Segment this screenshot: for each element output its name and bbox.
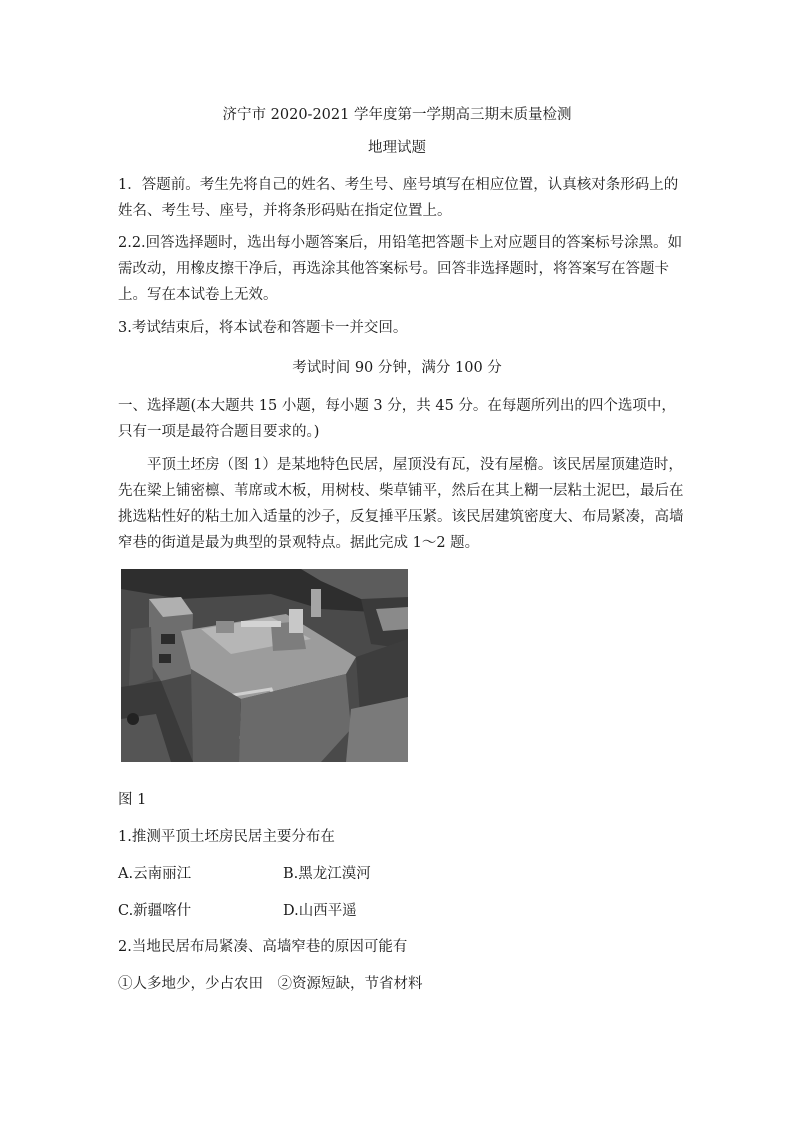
question-2-choices: ①人多地少，少占农田 ②资源短缺，节省材料 xyxy=(118,976,423,992)
reading-passage: 平顶土坯房（图 1）是某地特色民居，屋顶没有瓦，没有屋檐。该民居屋顶建造时，先在梁上铺密檩、苇席或木板，用树枝、柴草铺平，然后在其上糊一层粘土泥巴，最后在挑选粘性好的粘土加入适量的沙子，反复捶平压紧。该民居建筑密度大、布局紧凑，高墙窄巷的街道是最为典型的景观特点。据此完成 1～2 题。 xyxy=(118,457,684,551)
figure-1-photo xyxy=(121,569,408,762)
instruction-1: 1．答题前。考生先将自己的姓名、考生号、座号填写在相应位置，认真核对条形码上的姓名、考生号、座号，并将条形码贴在指定位置上。 xyxy=(118,177,679,219)
instruction-3: 3.考试结束后，将本试卷和答题卡一并交回。 xyxy=(118,320,408,336)
exam-title: 济宁市 2020-2021 学年度第一学期高三期末质量检测 xyxy=(222,107,572,123)
figure-caption: 图 1 xyxy=(118,792,147,808)
question-1-option-b: B.黑龙江漠河 xyxy=(283,866,371,882)
subject-title: 地理试题 xyxy=(368,140,426,156)
question-1-option-c: C.新疆喀什 xyxy=(118,903,192,919)
question-2-stem: 2.当地民居布局紧凑、高墙窄巷的原因可能有 xyxy=(118,939,408,955)
section-one-heading: 一、选择题(本大题共 15 小题，每小题 3 分，共 45 分。在每题所列出的四个选项中，只有一项是最符合题目要求的。) xyxy=(118,398,676,440)
exam-info: 考试时间 90 分钟，满分 100 分 xyxy=(292,360,502,376)
question-1-option-a: A.云南丽江 xyxy=(118,866,192,882)
question-1-stem: 1.推测平顶土坯房民居主要分布在 xyxy=(118,829,335,845)
question-1-option-d: D.山西平遥 xyxy=(283,903,357,919)
instruction-2: 2.2.回答选择题时，选出每小题答案后，用铅笔把答题卡上对应题目的答案标号涂黑。如需改动，用橡皮擦干净后，再选涂其他答案标号。回答非选择题时，将答案写在答题卡上。写在本试卷上无效。 xyxy=(118,235,683,303)
